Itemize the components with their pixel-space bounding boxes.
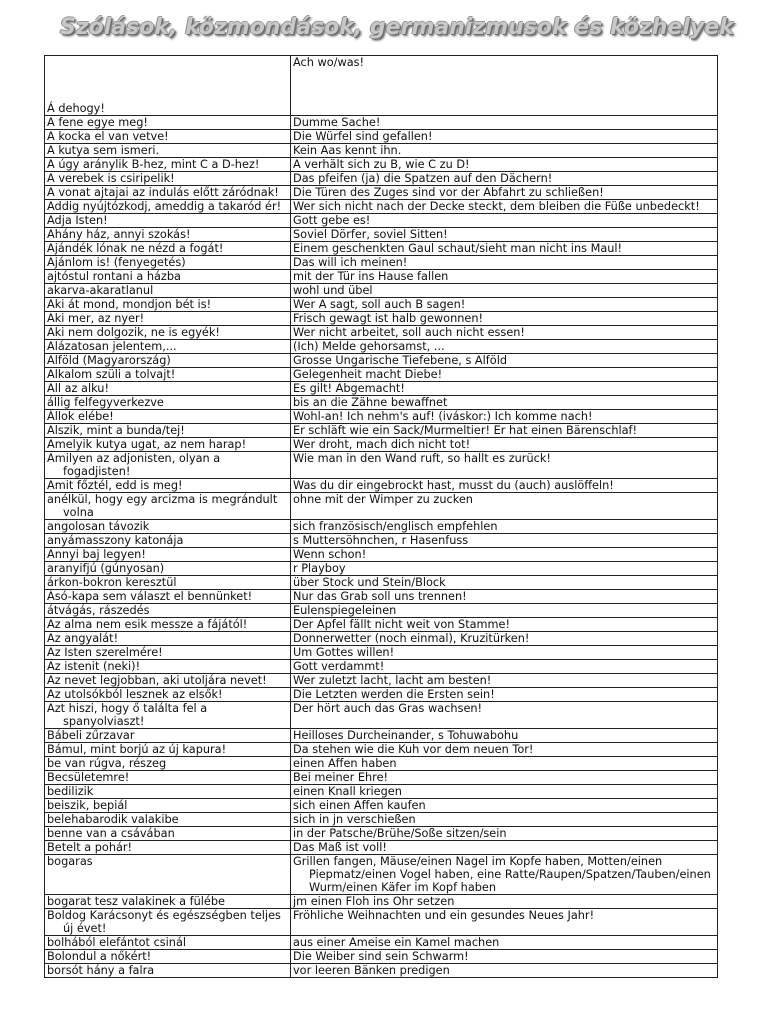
hungarian-phrase-cell <box>45 702 291 729</box>
table-row <box>45 200 718 214</box>
hungarian-phrase: A úgy aránylik B-hez, mint C a D-hez! <box>47 158 260 171</box>
table-row <box>45 936 718 950</box>
german-phrase-cell <box>291 214 718 228</box>
hungarian-phrase-cell <box>45 326 291 340</box>
german-phrase: über Stock und Stein/Block <box>293 576 446 589</box>
german-phrase: Die Türen des Zuges sind vor der Abfahrt zu schließen! <box>293 186 604 199</box>
hungarian-phrase: Adja Isten! <box>47 214 108 227</box>
hungarian-phrase-cell <box>45 743 291 757</box>
table-row <box>45 757 718 771</box>
hungarian-phrase-cell <box>45 674 291 688</box>
german-phrase-cell <box>291 813 718 827</box>
hungarian-phrase: A kocka el van vetve! <box>47 130 169 143</box>
german-phrase-cell <box>291 396 718 410</box>
table-row <box>45 813 718 827</box>
german-phrase-cell <box>291 827 718 841</box>
hungarian-phrase: Ásó-kapa sem választ el bennünket! <box>47 590 253 603</box>
german-phrase: (Ich) Melde gehorsamst, ... <box>293 340 445 353</box>
german-phrase-cell <box>291 855 718 895</box>
german-phrase: vor leeren Bänken predigen <box>293 964 450 977</box>
hungarian-phrase-cell <box>45 827 291 841</box>
hungarian-phrase-cell <box>45 895 291 909</box>
german-phrase: Die Weiber sind sein Schwarm! <box>293 950 469 963</box>
table-row <box>45 144 718 158</box>
hungarian-phrase-cell <box>45 354 291 368</box>
german-phrase-cell <box>291 964 718 978</box>
hungarian-phrase: Bábeli zűrzavar <box>47 729 135 742</box>
german-phrase: A verhält sich zu B, wie C zu D! <box>293 158 470 171</box>
table-row <box>45 576 718 590</box>
hungarian-phrase: bogarat tesz valakinek a fülébe <box>47 895 226 908</box>
hungarian-phrase: Amit főztél, edd is meg! <box>47 479 183 492</box>
hungarian-phrase-cell <box>45 368 291 382</box>
german-phrase: r Playboy <box>293 562 346 575</box>
hungarian-phrase: Amilyen az adjonisten, olyan a fogadjisten! <box>47 452 221 478</box>
hungarian-phrase: állig felfegyverkezve <box>47 396 164 409</box>
table-row <box>45 382 718 396</box>
table-row <box>45 452 718 479</box>
german-phrase: Grillen fangen, Mäuse/einen Nagel im Kopfe haben, Motten/einen Piepmatz/einen Vogel haben, eine Ratte/Raupen/Spatzen/Tauben/einen Wurm/einen Käfer im Kopf haben <box>293 855 711 894</box>
table-row <box>45 270 718 284</box>
hungarian-phrase-cell <box>45 757 291 771</box>
hungarian-phrase: Állok elébe! <box>47 410 114 423</box>
german-phrase: Heilloses Durcheinander, s Tohuwabohu <box>293 729 519 742</box>
hungarian-phrase: akarva-akaratlanul <box>47 284 154 297</box>
german-phrase-cell <box>291 172 718 186</box>
hungarian-phrase-cell <box>45 799 291 813</box>
german-phrase-cell <box>291 340 718 354</box>
hungarian-phrase-cell <box>45 785 291 799</box>
german-phrase: Gott verdammt! <box>293 660 385 673</box>
hungarian-phrase-cell <box>45 590 291 604</box>
hungarian-phrase: bolhából elefántot csinál <box>47 936 187 949</box>
german-phrase: Fröhliche Weihnachten und ein gesundes Neues Jahr! <box>293 909 595 922</box>
german-phrase: Wer droht, mach dich nicht tot! <box>293 438 471 451</box>
hungarian-phrase: Amelyik kutya ugat, az nem harap! <box>47 438 247 451</box>
hungarian-phrase: átvágás, rászedés <box>47 604 150 617</box>
german-phrase-cell <box>291 520 718 534</box>
german-phrase-cell <box>291 729 718 743</box>
german-phrase-cell <box>291 534 718 548</box>
hungarian-phrase: A fene egye meg! <box>47 116 148 129</box>
hungarian-phrase-cell <box>45 186 291 200</box>
german-phrase: Soviel Dörfer, soviel Sitten! <box>293 228 448 241</box>
table-row <box>45 771 718 785</box>
german-phrase: Um Gottes willen! <box>293 646 395 659</box>
german-phrase: sich einen Affen kaufen <box>293 799 426 812</box>
table-row <box>45 841 718 855</box>
table-row <box>45 368 718 382</box>
hungarian-phrase: A kutya sem ismeri. <box>47 144 160 157</box>
german-phrase: wohl und übel <box>293 284 373 297</box>
hungarian-phrase: Boldog Karácsonyt és egészségben teljes új évet! <box>47 909 281 935</box>
german-phrase: Dumme Sache! <box>293 116 381 129</box>
hungarian-phrase: Ajánlom is! (fenyegetés) <box>47 256 186 269</box>
table-row <box>45 424 718 438</box>
hungarian-phrase-cell <box>45 604 291 618</box>
german-phrase-cell <box>291 284 718 298</box>
german-phrase-cell <box>291 632 718 646</box>
german-phrase-cell <box>291 130 718 144</box>
german-phrase: Der Apfel fällt nicht weit von Stamme! <box>293 618 511 631</box>
table-row <box>45 632 718 646</box>
german-phrase: in der Patsche/Brühe/Soße sitzen/sein <box>293 827 507 840</box>
hungarian-phrase: anyámasszony katonája <box>47 534 184 547</box>
german-phrase: Wenn schon! <box>293 548 367 561</box>
german-phrase: Das will ich meinen! <box>293 256 408 269</box>
table-row <box>45 688 718 702</box>
hungarian-phrase: anélkül, hogy egy arcizma is megrándult volna <box>47 493 278 519</box>
hungarian-phrase: Annyi baj legyen! <box>47 548 146 561</box>
german-phrase-cell <box>291 256 718 270</box>
german-phrase-cell <box>291 410 718 424</box>
hungarian-phrase-cell <box>45 200 291 214</box>
table-row <box>45 56 718 116</box>
hungarian-phrase-cell <box>45 438 291 452</box>
german-phrase: Die Letzten werden die Ersten sein! <box>293 688 495 701</box>
german-phrase-cell <box>291 950 718 964</box>
german-phrase: Donnerwetter (noch einmal), Kruzitürken! <box>293 632 530 645</box>
table-body <box>45 56 718 978</box>
hungarian-phrase: Á dehogy! <box>47 102 105 115</box>
hungarian-phrase-cell <box>45 813 291 827</box>
table-row <box>45 729 718 743</box>
table-row <box>45 479 718 493</box>
hungarian-phrase-cell <box>45 548 291 562</box>
hungarian-phrase: Az utolsókból lesznek az elsők! <box>47 688 223 701</box>
hungarian-phrase-cell <box>45 396 291 410</box>
table-row <box>45 284 718 298</box>
german-phrase-cell <box>291 326 718 340</box>
hungarian-phrase-cell <box>45 284 291 298</box>
hungarian-phrase: Aki mer, az nyer! <box>47 312 145 325</box>
hungarian-phrase: A verebek is csiripelik! <box>47 172 175 185</box>
hungarian-phrase-cell <box>45 576 291 590</box>
hungarian-phrase: be van rúgva, részeg <box>47 757 167 770</box>
hungarian-phrase-cell <box>45 562 291 576</box>
table-row <box>45 674 718 688</box>
table-row <box>45 312 718 326</box>
german-phrase-cell <box>291 242 718 256</box>
hungarian-phrase-cell <box>45 382 291 396</box>
german-phrase: Der hört auch das Gras wachsen! <box>293 702 483 715</box>
table-row <box>45 214 718 228</box>
hungarian-phrase-cell <box>45 618 291 632</box>
table-row <box>45 130 718 144</box>
german-phrase: Gelegenheit macht Diebe! <box>293 368 443 381</box>
hungarian-phrase-cell <box>45 479 291 493</box>
german-phrase: bis an die Zähne bewaffnet <box>293 396 448 409</box>
german-phrase-cell <box>291 186 718 200</box>
german-phrase: Er schläft wie ein Sack/Murmeltier! Er hat einen Bärenschlaf! <box>293 424 638 437</box>
german-phrase: Wer A sagt, soll auch B sagen! <box>293 298 466 311</box>
table-row <box>45 172 718 186</box>
table-row <box>45 354 718 368</box>
table-row <box>45 950 718 964</box>
table-row <box>45 116 718 130</box>
hungarian-phrase-cell <box>45 520 291 534</box>
hungarian-phrase: Becsületemre! <box>47 771 130 784</box>
german-phrase-cell <box>291 298 718 312</box>
table-row <box>45 785 718 799</box>
german-phrase: Das Maß ist voll! <box>293 841 387 854</box>
hungarian-phrase: árkon-bokron keresztül <box>47 576 177 589</box>
hungarian-phrase-cell <box>45 950 291 964</box>
hungarian-phrase-cell <box>45 256 291 270</box>
hungarian-phrase: Alkalom szüli a tolvajt! <box>47 368 176 381</box>
table-row <box>45 660 718 674</box>
german-phrase-cell <box>291 785 718 799</box>
hungarian-phrase-cell <box>45 424 291 438</box>
german-phrase-cell <box>291 200 718 214</box>
hungarian-phrase: Alföld (Magyarország) <box>47 354 171 367</box>
german-phrase-cell <box>291 158 718 172</box>
hungarian-phrase-cell <box>45 688 291 702</box>
table-row <box>45 743 718 757</box>
german-phrase-cell <box>291 702 718 729</box>
german-phrase: Die Würfel sind gefallen! <box>293 130 433 143</box>
hungarian-phrase: Ajándék lónak ne nézd a fogát! <box>47 242 224 255</box>
hungarian-phrase-cell <box>45 964 291 978</box>
table-row <box>45 520 718 534</box>
table-row <box>45 799 718 813</box>
hungarian-phrase-cell <box>45 660 291 674</box>
hungarian-phrase: bogaras <box>47 855 93 868</box>
german-phrase: Wer sich nicht nach der Decke steckt, dem bleiben die Füße unbedeckt! <box>293 200 700 213</box>
table-row <box>45 340 718 354</box>
german-phrase-cell <box>291 548 718 562</box>
table-row <box>45 964 718 978</box>
hungarian-phrase-cell <box>45 158 291 172</box>
table-row <box>45 396 718 410</box>
hungarian-phrase: Bámul, mint borjú az új kapura! <box>47 743 227 756</box>
hungarian-phrase-cell <box>45 729 291 743</box>
german-phrase-cell <box>291 479 718 493</box>
table-row <box>45 562 718 576</box>
hungarian-phrase-cell <box>45 340 291 354</box>
hungarian-phrase-cell <box>45 312 291 326</box>
german-phrase-cell <box>291 438 718 452</box>
hungarian-phrase: ajtóstul rontani a házba <box>47 270 181 283</box>
table-row <box>45 186 718 200</box>
hungarian-phrase-cell <box>45 116 291 130</box>
table-row <box>45 604 718 618</box>
german-phrase-cell <box>291 909 718 936</box>
hungarian-phrase-cell <box>45 632 291 646</box>
german-phrase-cell <box>291 646 718 660</box>
german-phrase-cell <box>291 144 718 158</box>
german-phrase: Kein Aas kennt ihn. <box>293 144 402 157</box>
table-row <box>45 326 718 340</box>
german-phrase: Wer zuletzt lacht, lacht am besten! <box>293 674 492 687</box>
hungarian-phrase: Az Isten szerelmére! <box>47 646 163 659</box>
hungarian-phrase: Alszik, mint a bunda/tej! <box>47 424 185 437</box>
german-phrase: Eulenspiegeleinen <box>293 604 397 617</box>
hungarian-phrase-cell <box>45 936 291 950</box>
hungarian-phrase-cell <box>45 130 291 144</box>
german-phrase-cell <box>291 618 718 632</box>
german-phrase: Einem geschenkten Gaul schaut/sieht man nicht ins Maul! <box>293 242 623 255</box>
german-phrase: sich französisch/englisch empfehlen <box>293 520 498 533</box>
hungarian-phrase: Az nevet legjobban, aki utoljára nevet! <box>47 674 267 687</box>
page-title: Szólások, közmondások, germanizmusok és közhelyek <box>60 15 734 40</box>
german-phrase-cell <box>291 382 718 396</box>
german-phrase-cell <box>291 604 718 618</box>
hungarian-phrase: aranyifjú (gúnyosan) <box>47 562 165 575</box>
hungarian-phrase-cell <box>45 56 291 116</box>
table-row <box>45 827 718 841</box>
table-row <box>45 895 718 909</box>
hungarian-phrase-cell <box>45 410 291 424</box>
table-row <box>45 618 718 632</box>
hungarian-phrase: bedilizik <box>47 785 94 798</box>
hungarian-phrase-cell <box>45 841 291 855</box>
hungarian-phrase: All az alku! <box>47 382 109 395</box>
german-phrase: Da stehen wie die Kuh vor dem neuen Tor! <box>293 743 534 756</box>
german-phrase-cell <box>291 270 718 284</box>
table-row <box>45 493 718 520</box>
german-phrase: ohne mit der Wimper zu zucken <box>293 493 473 506</box>
german-phrase-cell <box>291 368 718 382</box>
hungarian-phrase: Az angyalát! <box>47 632 119 645</box>
hungarian-phrase-cell <box>45 493 291 520</box>
hungarian-phrase-cell <box>45 909 291 936</box>
table-row <box>45 548 718 562</box>
german-phrase: einen Knall kriegen <box>293 785 402 798</box>
german-phrase: Grosse Ungarische Tiefebene, s Alföld <box>293 354 508 367</box>
hungarian-phrase: Addig nyújtózkodj, ameddig a takaród ér! <box>47 200 282 213</box>
hungarian-phrase-cell <box>45 214 291 228</box>
hungarian-phrase-cell <box>45 771 291 785</box>
german-phrase: Das pfeifen (ja) die Spatzen auf den Dächern! <box>293 172 553 185</box>
german-phrase-cell <box>291 452 718 479</box>
hungarian-phrase: Az alma nem esik messze a fájától! <box>47 618 248 631</box>
german-phrase: Wohl-an! Ich nehm's auf! (iváskor:) Ich komme nach! <box>293 410 593 423</box>
hungarian-phrase: Azt hiszi, hogy ő találta fel a spanyolviaszt! <box>47 702 208 728</box>
table-row <box>45 158 718 172</box>
hungarian-phrase: Ahány ház, annyi szokás! <box>47 228 191 241</box>
german-phrase-cell <box>291 743 718 757</box>
hungarian-phrase-cell <box>45 172 291 186</box>
table-row <box>45 590 718 604</box>
german-phrase: aus einer Ameise ein Kamel machen <box>293 936 500 949</box>
german-phrase-cell <box>291 576 718 590</box>
table-row <box>45 228 718 242</box>
hungarian-phrase-cell <box>45 452 291 479</box>
german-phrase-cell <box>291 936 718 950</box>
german-phrase: Ach wo/was! <box>293 56 365 69</box>
hungarian-phrase: Aki át mond, mondjon bét is! <box>47 298 212 311</box>
german-phrase: einen Affen haben <box>293 757 397 770</box>
german-phrase: Wer nicht arbeitet, soll auch nicht essen! <box>293 326 525 339</box>
hungarian-phrase: Az istenit (neki)! <box>47 660 141 673</box>
german-phrase-cell <box>291 771 718 785</box>
hungarian-phrase-cell <box>45 242 291 256</box>
hungarian-phrase: Betelt a pohár! <box>47 841 133 854</box>
german-phrase-cell <box>291 354 718 368</box>
hungarian-phrase: A vonat ajtajai az indulás előtt záródnak! <box>47 186 279 199</box>
hungarian-phrase-cell <box>45 646 291 660</box>
hungarian-phrase: benne van a csávában <box>47 827 175 840</box>
german-phrase-cell <box>291 424 718 438</box>
table-row <box>45 256 718 270</box>
phrase-table <box>44 55 718 978</box>
german-phrase: mit der Tür ins Hause fallen <box>293 270 449 283</box>
german-phrase-cell <box>291 312 718 326</box>
hungarian-phrase-cell <box>45 298 291 312</box>
german-phrase-cell <box>291 674 718 688</box>
hungarian-phrase: Aki nem dolgozik, ne is egyék! <box>47 326 220 339</box>
german-phrase: Wie man in den Wand ruft, so hallt es zurück! <box>293 452 551 465</box>
german-phrase: Gott gebe es! <box>293 214 371 227</box>
table-row <box>45 855 718 895</box>
german-phrase: sich in jn verschießen <box>293 813 416 826</box>
german-phrase: s Muttersöhnchen, r Hasenfuss <box>293 534 469 547</box>
german-phrase-cell <box>291 799 718 813</box>
german-phrase: Frisch gewagt ist halb gewonnen! <box>293 312 484 325</box>
hungarian-phrase: borsót hány a falra <box>47 964 155 977</box>
german-phrase-cell <box>291 688 718 702</box>
table-row <box>45 909 718 936</box>
table-row <box>45 410 718 424</box>
table-row <box>45 534 718 548</box>
table-row <box>45 438 718 452</box>
hungarian-phrase-cell <box>45 270 291 284</box>
german-phrase-cell <box>291 660 718 674</box>
hungarian-phrase-cell <box>45 534 291 548</box>
hungarian-phrase: belehabarodik valakibe <box>47 813 179 826</box>
german-phrase: Nur das Grab soll uns trennen! <box>293 590 467 603</box>
hungarian-phrase: beiszik, bepiál <box>47 799 128 812</box>
hungarian-phrase-cell <box>45 855 291 895</box>
german-phrase-cell <box>291 116 718 130</box>
hungarian-phrase: Alázatosan jelentem,... <box>47 340 177 353</box>
german-phrase-cell <box>291 562 718 576</box>
hungarian-phrase: angolosan távozik <box>47 520 150 533</box>
german-phrase-cell <box>291 493 718 520</box>
german-phrase-cell <box>291 228 718 242</box>
german-phrase-cell <box>291 841 718 855</box>
german-phrase: Bei meiner Ehre! <box>293 771 389 784</box>
table-row <box>45 242 718 256</box>
german-phrase: jm einen Floh ins Ohr setzen <box>293 895 455 908</box>
german-phrase-cell <box>291 56 718 116</box>
table-row <box>45 702 718 729</box>
hungarian-phrase-cell <box>45 144 291 158</box>
table-row <box>45 646 718 660</box>
german-phrase-cell <box>291 590 718 604</box>
german-phrase-cell <box>291 757 718 771</box>
german-phrase-cell <box>291 895 718 909</box>
hungarian-phrase-cell <box>45 228 291 242</box>
german-phrase: Was du dir eingebrockt hast, musst du (auch) auslöffeln! <box>293 479 614 492</box>
hungarian-phrase: Bolondul a nőkért! <box>47 950 152 963</box>
table-row <box>45 298 718 312</box>
german-phrase: Es gilt! Abgemacht! <box>293 382 405 395</box>
